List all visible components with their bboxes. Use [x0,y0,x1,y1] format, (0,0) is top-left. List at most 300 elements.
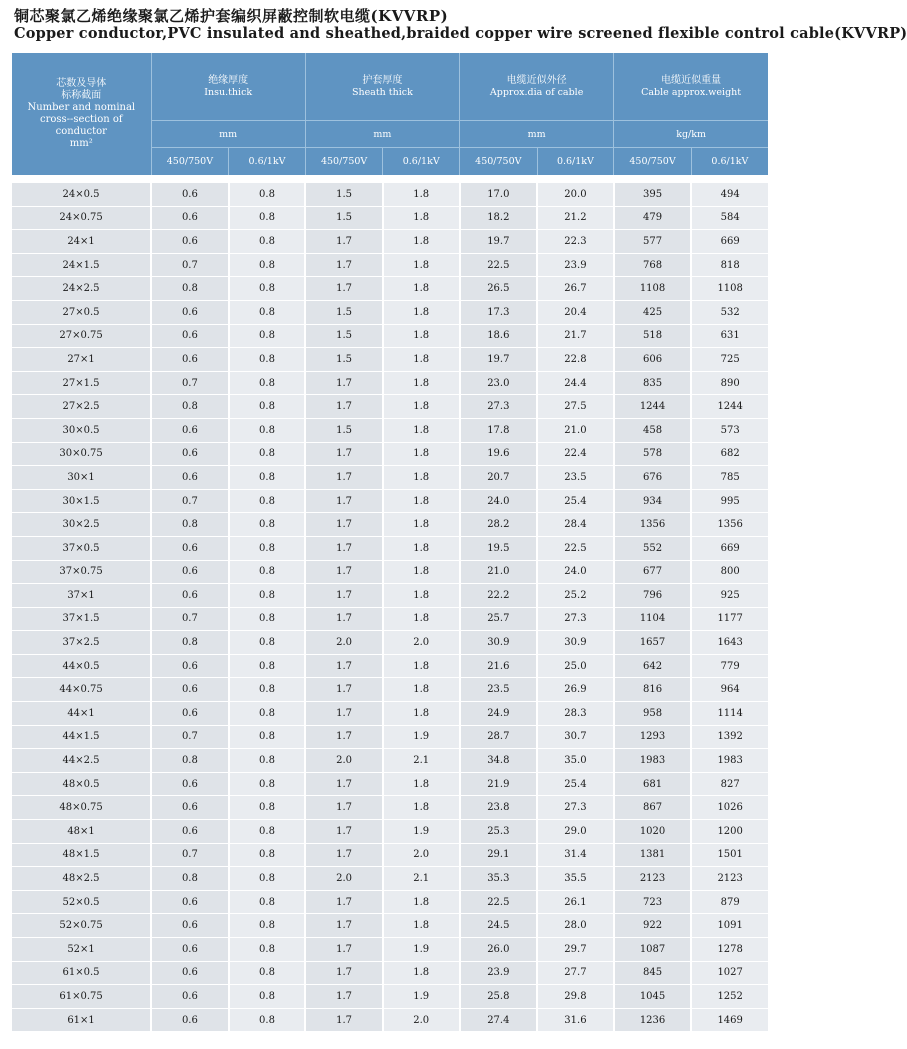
cell-weight-450: 479 [614,206,692,230]
cell-insu-450: 0.6 [151,772,229,796]
cell-dia-450: 17.0 [460,183,538,206]
cell-weight-1kv: 669 [691,230,768,254]
cell-weight-450: 1087 [614,938,692,962]
cell-dia-1kv: 24.0 [537,560,614,584]
cell-dia-1kv: 21.2 [537,206,614,230]
cell-sheath-450: 1.7 [305,584,383,608]
cell-dia-1kv: 29.0 [537,820,614,844]
cell-dia-1kv: 22.3 [537,230,614,254]
cell-weight-1kv: 1200 [691,820,768,844]
table-row [12,914,768,938]
table-row [12,183,768,206]
cell-sheath-1kv: 1.8 [383,796,460,820]
cell-dia-1kv: 35.0 [537,749,614,773]
cell-insu-1kv: 0.8 [229,607,306,631]
cell-insu-1kv: 0.8 [229,442,306,466]
cell-sheath-1kv: 1.8 [383,560,460,584]
cell-insu-450: 0.8 [151,867,229,891]
cell-dia-450: 35.3 [460,867,538,891]
cell-dia-450: 22.5 [460,890,538,914]
cell-weight-1kv: 827 [691,772,768,796]
table-row [12,324,768,348]
cell-weight-450: 1045 [614,985,692,1009]
header-insulation [151,53,305,121]
table-row [12,890,768,914]
cell-dia-1kv: 27.3 [537,796,614,820]
cell-weight-450: 577 [614,230,692,254]
cell-insu-450: 0.6 [151,985,229,1009]
cell-dia-450: 25.8 [460,985,538,1009]
cell-sheath-1kv: 1.9 [383,725,460,749]
cell-insu-450: 0.6 [151,961,229,985]
cell-dia-450: 27.3 [460,395,538,419]
cell-sheath-1kv: 1.8 [383,253,460,277]
cell-insu-450: 0.7 [151,371,229,395]
table-row [12,230,768,254]
table-row [12,253,768,277]
table-row [12,536,768,560]
voltage-label: 0.6/1kV [383,148,460,176]
cell-weight-450: 1293 [614,725,692,749]
cell-insu-450: 0.8 [151,277,229,301]
cell-insu-450: 0.6 [151,418,229,442]
cell-sheath-450: 1.7 [305,678,383,702]
header-core-en-line3: conductor [55,126,107,137]
cell-sheath-1kv: 1.8 [383,678,460,702]
cell-dia-1kv: 26.7 [537,277,614,301]
cell-insu-1kv: 0.8 [229,418,306,442]
cell-dia-1kv: 21.0 [537,418,614,442]
cell-spec: 48×1.5 [12,843,151,867]
cell-weight-450: 1108 [614,277,692,301]
cell-sheath-1kv: 1.9 [383,985,460,1009]
cell-insu-1kv: 0.8 [229,914,306,938]
cell-spec: 30×1.5 [12,489,151,513]
cell-spec: 27×0.5 [12,300,151,324]
cell-insu-450: 0.6 [151,890,229,914]
cell-spec: 24×1.5 [12,253,151,277]
cell-weight-1kv: 1091 [691,914,768,938]
cell-spec: 37×0.5 [12,536,151,560]
cell-weight-450: 768 [614,253,692,277]
cell-dia-1kv: 20.0 [537,183,614,206]
cell-weight-450: 835 [614,371,692,395]
cell-weight-450: 676 [614,466,692,490]
cell-sheath-450: 1.7 [305,371,383,395]
cell-dia-450: 24.5 [460,914,538,938]
cell-sheath-450: 1.7 [305,772,383,796]
cell-sheath-450: 2.0 [305,749,383,773]
cell-sheath-1kv: 1.8 [383,513,460,537]
cell-spec: 24×1 [12,230,151,254]
cell-weight-450: 518 [614,324,692,348]
cell-spec: 30×0.5 [12,418,151,442]
cell-spec: 24×0.5 [12,183,151,206]
cell-weight-450: 578 [614,442,692,466]
voltage-label: 450/750V [305,148,383,176]
cable-spec-table [12,53,768,1032]
cell-dia-450: 21.0 [460,560,538,584]
cell-sheath-450: 1.7 [305,536,383,560]
cell-sheath-450: 1.7 [305,395,383,419]
cell-sheath-1kv: 1.8 [383,395,460,419]
cell-weight-450: 1983 [614,749,692,773]
header-insulation-zh: 绝缘厚度 [208,74,249,86]
table-row [12,631,768,655]
voltage-label: 450/750V [460,148,538,176]
cell-sheath-450: 1.7 [305,843,383,867]
cell-weight-1kv: 925 [691,584,768,608]
cell-sheath-1kv: 1.8 [383,914,460,938]
cell-weight-1kv: 1114 [691,702,768,726]
cell-weight-450: 922 [614,914,692,938]
cell-weight-450: 681 [614,772,692,796]
table-row [12,961,768,985]
cell-insu-450: 0.6 [151,820,229,844]
cell-weight-1kv: 1983 [691,749,768,773]
cell-weight-1kv: 573 [691,418,768,442]
header-diameter-zh: 电缆近似外径 [506,74,567,86]
cell-insu-450: 0.6 [151,678,229,702]
cell-weight-1kv: 1026 [691,796,768,820]
cell-spec: 27×0.75 [12,324,151,348]
header-weight-en: Cable approx.weight [641,86,742,98]
header-core-zh-line2: 标称截面 [61,90,102,101]
cell-sheath-1kv: 1.8 [383,348,460,372]
cell-dia-450: 17.3 [460,300,538,324]
cell-weight-450: 1104 [614,607,692,631]
cell-insu-450: 0.6 [151,300,229,324]
cell-weight-1kv: 1027 [691,961,768,985]
cell-sheath-450: 1.7 [305,1008,383,1032]
voltage-label: 0.6/1kV [537,148,614,176]
table-row [12,867,768,891]
cell-spec: 48×0.5 [12,772,151,796]
table-row [12,654,768,678]
cell-sheath-450: 1.7 [305,725,383,749]
cell-sheath-1kv: 1.8 [383,183,460,206]
cell-sheath-1kv: 1.8 [383,206,460,230]
cell-dia-1kv: 25.4 [537,772,614,796]
cell-insu-1kv: 0.8 [229,513,306,537]
cell-sheath-1kv: 1.8 [383,371,460,395]
cell-dia-1kv: 22.8 [537,348,614,372]
cell-dia-1kv: 30.9 [537,631,614,655]
cell-insu-1kv: 0.8 [229,371,306,395]
cell-weight-450: 796 [614,584,692,608]
cell-insu-450: 0.6 [151,654,229,678]
cell-insu-1kv: 0.8 [229,536,306,560]
cell-dia-450: 21.6 [460,654,538,678]
cell-dia-450: 24.9 [460,702,538,726]
table-row [12,560,768,584]
table-row [12,513,768,537]
cell-spec: 61×0.5 [12,961,151,985]
cell-spec: 30×1 [12,466,151,490]
cell-dia-450: 26.0 [460,938,538,962]
voltage-label: 450/750V [614,148,692,176]
header-core-zh-line1: 芯数及导体 [56,78,107,89]
cell-insu-1kv: 0.8 [229,843,306,867]
cell-sheath-450: 1.7 [305,820,383,844]
cell-insu-450: 0.6 [151,183,229,206]
cell-weight-1kv: 995 [691,489,768,513]
cell-insu-1kv: 0.8 [229,300,306,324]
table-row [12,843,768,867]
cell-sheath-450: 1.5 [305,206,383,230]
header-core-section [12,53,151,175]
cell-dia-450: 19.6 [460,442,538,466]
cell-sheath-450: 1.5 [305,300,383,324]
cell-dia-450: 23.8 [460,796,538,820]
cell-spec: 30×2.5 [12,513,151,537]
cell-dia-450: 25.3 [460,820,538,844]
cell-sheath-1kv: 2.1 [383,749,460,773]
cell-sheath-450: 1.5 [305,183,383,206]
cell-spec: 44×2.5 [12,749,151,773]
cell-dia-1kv: 28.0 [537,914,614,938]
cell-insu-450: 0.6 [151,536,229,560]
cell-insu-450: 0.7 [151,725,229,749]
table-row [12,371,768,395]
cell-spec: 44×0.5 [12,654,151,678]
table-row [12,938,768,962]
cell-insu-1kv: 0.8 [229,489,306,513]
cell-weight-450: 552 [614,536,692,560]
cell-sheath-450: 1.7 [305,513,383,537]
cell-insu-1kv: 0.8 [229,772,306,796]
cell-weight-1kv: 1356 [691,513,768,537]
cell-sheath-450: 2.0 [305,631,383,655]
cell-weight-1kv: 964 [691,678,768,702]
table-row [12,395,768,419]
cell-sheath-1kv: 1.8 [383,961,460,985]
cell-dia-1kv: 26.1 [537,890,614,914]
header-core-unit: mm² [69,138,93,149]
cell-weight-450: 816 [614,678,692,702]
cell-sheath-1kv: 1.8 [383,466,460,490]
cell-sheath-1kv: 1.8 [383,890,460,914]
voltage-label: 450/750V [151,148,229,176]
cell-dia-450: 25.7 [460,607,538,631]
cell-weight-1kv: 818 [691,253,768,277]
cell-weight-1kv: 1244 [691,395,768,419]
cell-weight-1kv: 631 [691,324,768,348]
cell-dia-1kv: 28.4 [537,513,614,537]
cell-weight-1kv: 800 [691,560,768,584]
cell-weight-1kv: 2123 [691,867,768,891]
cell-spec: 52×0.5 [12,890,151,914]
cell-insu-1kv: 0.8 [229,183,306,206]
cell-insu-1kv: 0.8 [229,253,306,277]
cell-dia-450: 30.9 [460,631,538,655]
cell-weight-450: 934 [614,489,692,513]
cell-weight-1kv: 1469 [691,1008,768,1032]
cell-weight-1kv: 669 [691,536,768,560]
cell-dia-450: 19.7 [460,348,538,372]
cell-dia-450: 29.1 [460,843,538,867]
table-row [12,418,768,442]
header-sheath [305,53,459,121]
cell-insu-450: 0.6 [151,1008,229,1032]
cell-sheath-450: 1.7 [305,961,383,985]
cell-weight-450: 1020 [614,820,692,844]
cell-weight-1kv: 779 [691,654,768,678]
cell-sheath-1kv: 1.8 [383,324,460,348]
cell-sheath-450: 1.7 [305,253,383,277]
cell-sheath-1kv: 1.8 [383,607,460,631]
unit-sheath: mm [305,121,459,148]
cell-dia-450: 22.5 [460,253,538,277]
header-insulation-en: Insu.thick [204,86,253,98]
cell-dia-1kv: 25.2 [537,584,614,608]
cell-sheath-450: 1.7 [305,890,383,914]
cell-sheath-1kv: 2.0 [383,631,460,655]
cell-sheath-1kv: 1.9 [383,938,460,962]
cell-sheath-450: 1.7 [305,938,383,962]
header-sheath-en: Sheath thick [351,86,413,98]
cell-weight-450: 1381 [614,843,692,867]
table-row [12,206,768,230]
cell-insu-1kv: 0.8 [229,560,306,584]
cell-sheath-1kv: 1.8 [383,654,460,678]
cell-dia-450: 21.9 [460,772,538,796]
cell-dia-1kv: 22.5 [537,536,614,560]
cell-dia-1kv: 31.6 [537,1008,614,1032]
cell-dia-1kv: 27.7 [537,961,614,985]
table-header [12,53,768,175]
cell-sheath-1kv: 1.8 [383,702,460,726]
cell-weight-1kv: 1392 [691,725,768,749]
header-diameter-en: Approx.dia of cable [489,86,584,98]
cell-insu-450: 0.8 [151,749,229,773]
table-row [12,725,768,749]
cell-weight-1kv: 1278 [691,938,768,962]
header-sheath-zh: 护套厚度 [362,74,403,86]
cell-insu-450: 0.7 [151,489,229,513]
cell-dia-450: 28.2 [460,513,538,537]
cell-dia-450: 19.5 [460,536,538,560]
cell-insu-450: 0.6 [151,702,229,726]
voltage-label: 0.6/1kV [691,148,768,176]
cell-spec: 48×1 [12,820,151,844]
cell-spec: 48×2.5 [12,867,151,891]
cell-spec: 27×1 [12,348,151,372]
cell-dia-450: 28.7 [460,725,538,749]
cell-insu-1kv: 0.8 [229,466,306,490]
cell-weight-450: 1236 [614,1008,692,1032]
table-row [12,749,768,773]
unit-weight: kg/km [614,121,768,148]
cell-spec: 37×2.5 [12,631,151,655]
cell-dia-1kv: 28.3 [537,702,614,726]
cell-insu-1kv: 0.8 [229,631,306,655]
title-english: Copper conductor,PVC insulated and sheathed,braided copper wire screened flexible control cable(KVVRP) [14,25,907,42]
cell-insu-450: 0.6 [151,914,229,938]
cell-dia-1kv: 23.5 [537,466,614,490]
cell-insu-450: 0.7 [151,843,229,867]
cell-insu-450: 0.7 [151,253,229,277]
cell-spec: 44×0.75 [12,678,151,702]
cell-weight-1kv: 1108 [691,277,768,301]
cell-insu-450: 0.6 [151,466,229,490]
cell-insu-1kv: 0.8 [229,230,306,254]
table-row [12,678,768,702]
cell-dia-1kv: 29.8 [537,985,614,1009]
cell-weight-450: 395 [614,183,692,206]
cell-insu-1kv: 0.8 [229,348,306,372]
cell-insu-1kv: 0.8 [229,985,306,1009]
table-row [12,466,768,490]
cell-weight-450: 606 [614,348,692,372]
title-chinese: 铜芯聚氯乙烯绝缘聚氯乙烯护套编织屏蔽控制软电缆(KVVRP) [14,7,449,25]
header-weight [614,53,768,121]
cell-sheath-1kv: 1.8 [383,442,460,466]
cell-spec: 37×1 [12,584,151,608]
table-row [12,1008,768,1032]
cell-weight-1kv: 1252 [691,985,768,1009]
cell-dia-1kv: 25.4 [537,489,614,513]
cell-insu-450: 0.6 [151,560,229,584]
cell-sheath-1kv: 1.8 [383,418,460,442]
cell-weight-450: 425 [614,300,692,324]
cell-sheath-450: 1.5 [305,348,383,372]
cell-weight-1kv: 532 [691,300,768,324]
cell-weight-450: 867 [614,796,692,820]
cell-weight-450: 1657 [614,631,692,655]
cell-insu-450: 0.6 [151,796,229,820]
cell-spec: 52×0.75 [12,914,151,938]
table-row [12,702,768,726]
cell-spec: 44×1 [12,702,151,726]
cell-dia-450: 26.5 [460,277,538,301]
table-row [12,442,768,466]
cell-weight-1kv: 1177 [691,607,768,631]
cell-weight-1kv: 725 [691,348,768,372]
cell-insu-450: 0.6 [151,938,229,962]
cell-dia-450: 18.6 [460,324,538,348]
cell-sheath-450: 2.0 [305,867,383,891]
table-row [12,820,768,844]
cell-weight-450: 458 [614,418,692,442]
cell-sheath-450: 1.7 [305,985,383,1009]
cell-insu-450: 0.6 [151,348,229,372]
cell-sheath-1kv: 2.1 [383,867,460,891]
cell-insu-450: 0.7 [151,607,229,631]
table-row [12,277,768,301]
cell-insu-450: 0.6 [151,442,229,466]
table-row [12,796,768,820]
cell-sheath-1kv: 1.8 [383,277,460,301]
cell-insu-450: 0.6 [151,206,229,230]
cell-dia-450: 34.8 [460,749,538,773]
cell-sheath-450: 1.7 [305,654,383,678]
table-row [12,985,768,1009]
cell-sheath-1kv: 1.8 [383,489,460,513]
cell-dia-1kv: 24.4 [537,371,614,395]
cell-insu-1kv: 0.8 [229,890,306,914]
cell-dia-450: 23.0 [460,371,538,395]
cell-insu-450: 0.6 [151,324,229,348]
header-weight-zh: 电缆近似重量 [661,74,722,86]
header-diameter [460,53,614,121]
table-row [12,607,768,631]
cell-weight-1kv: 785 [691,466,768,490]
cell-weight-450: 677 [614,560,692,584]
table-row [12,772,768,796]
cell-sheath-450: 1.7 [305,277,383,301]
cell-dia-450: 17.8 [460,418,538,442]
